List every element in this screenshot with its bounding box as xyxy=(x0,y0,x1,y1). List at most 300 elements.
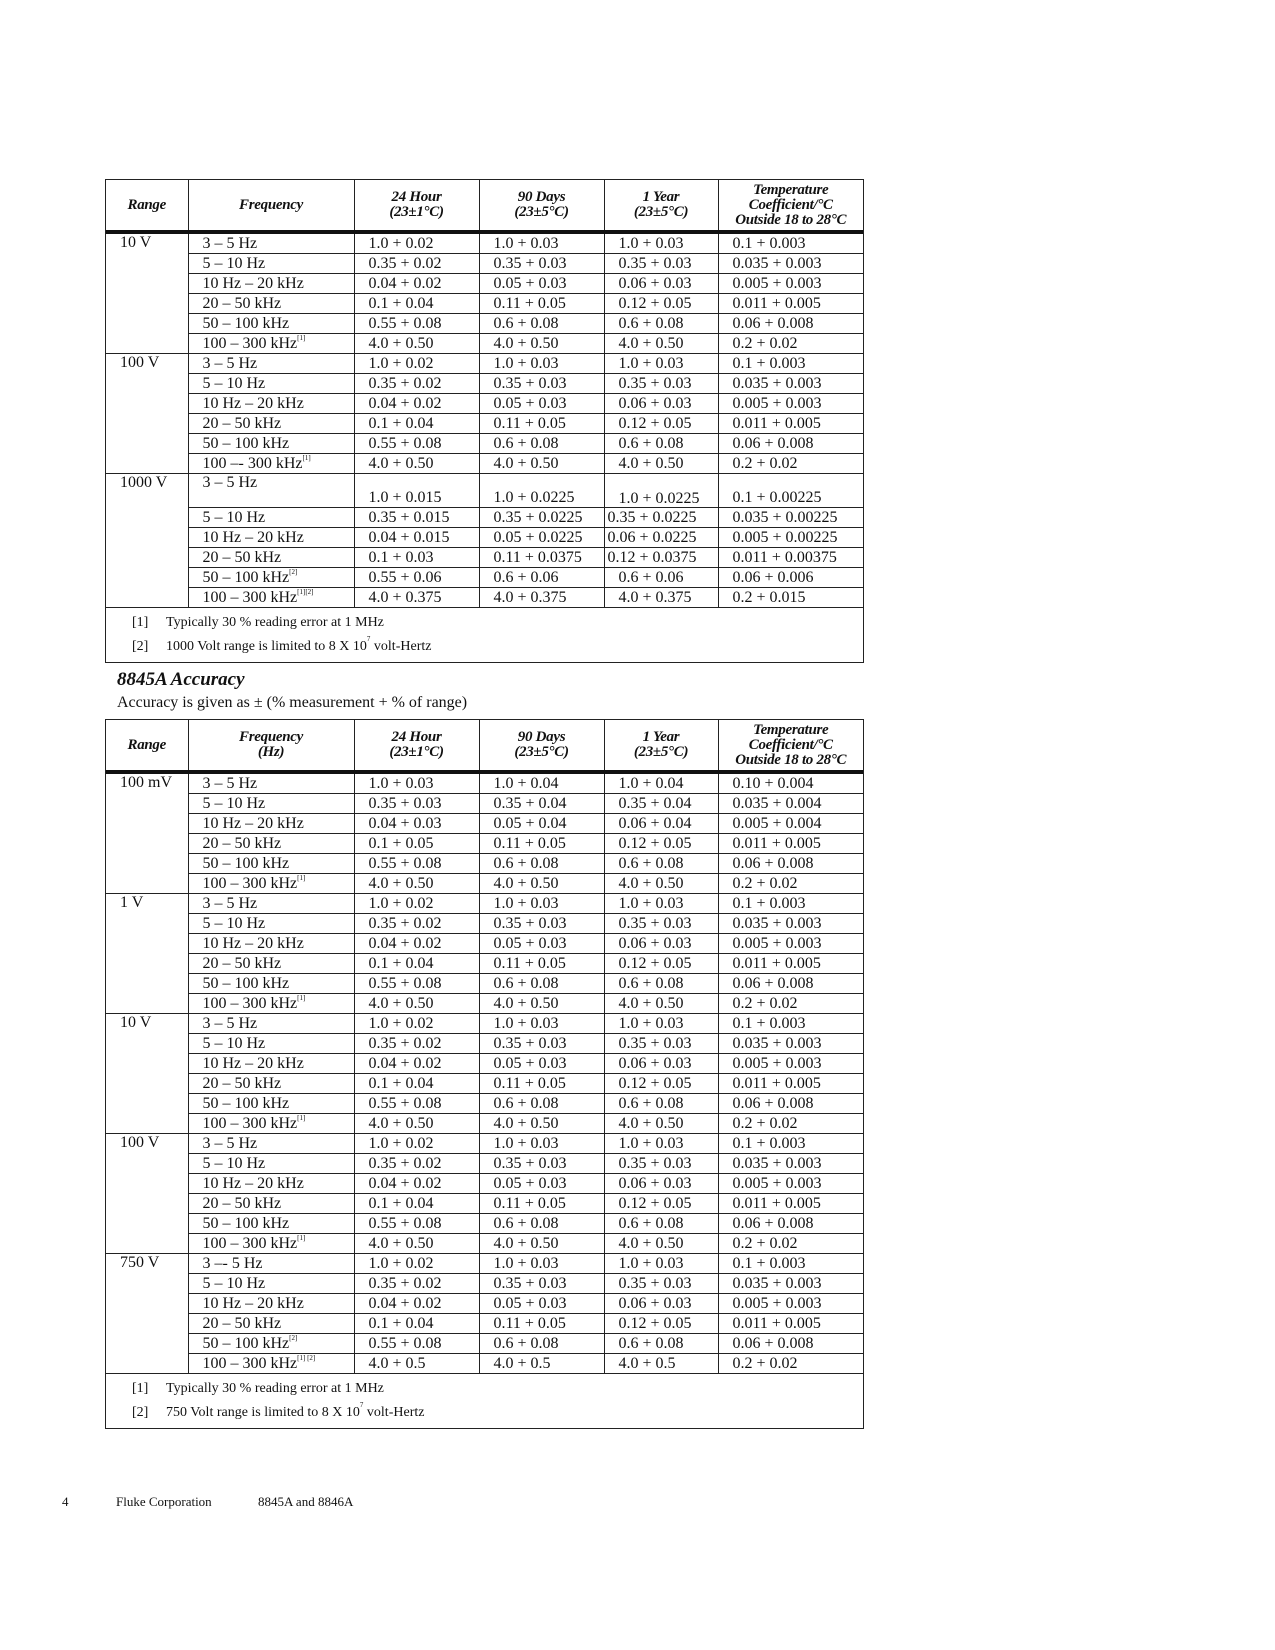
temp-coefficient-cell: 0.2 + 0.02 xyxy=(718,1114,863,1134)
header-text: (Hz) xyxy=(257,744,285,760)
header-1-year xyxy=(604,720,718,772)
frequency-text: 20 – 50 kHz xyxy=(202,1315,282,1332)
1-year-cell: 1.0 + 0.04 xyxy=(604,772,718,794)
frequency-text: 10 Hz – 20 kHz xyxy=(202,815,304,832)
24-hour-cell: 0.04 + 0.02 xyxy=(354,1174,479,1194)
table-row xyxy=(106,568,863,588)
90-days-cell: 0.05 + 0.03 xyxy=(479,1294,604,1314)
temp-coefficient-cell: 0.005 + 0.003 xyxy=(718,1054,863,1074)
temp-coefficient-cell: 0.1 + 0.003 xyxy=(718,1254,863,1274)
frequency-cell xyxy=(188,834,354,854)
temp-coefficient-cell: 0.035 + 0.003 xyxy=(718,914,863,934)
header-text: (23±5°C) xyxy=(514,204,569,220)
90-days-cell: 0.11 + 0.05 xyxy=(479,1314,604,1334)
temp-coefficient-cell: 0.035 + 0.003 xyxy=(718,254,863,274)
temp-coefficient-cell: 0.2 + 0.02 xyxy=(718,994,863,1014)
90-days-cell: 4.0 + 0.5 xyxy=(479,1354,604,1374)
temp-coefficient-cell: 0.035 + 0.00225 xyxy=(718,508,863,528)
table-row xyxy=(106,834,863,854)
24-hour-cell: 4.0 + 0.50 xyxy=(354,1234,479,1254)
1-year-cell: 0.12 + 0.0375 xyxy=(604,548,718,568)
frequency-text: 10 Hz – 20 kHz xyxy=(202,529,304,546)
table-row xyxy=(106,314,863,334)
frequency-text: 20 – 50 kHz xyxy=(202,955,282,972)
24-hour-cell: 0.55 + 0.06 xyxy=(354,568,479,588)
90-days-cell: 0.6 + 0.08 xyxy=(479,1094,604,1114)
temp-coefficient-cell: 0.1 + 0.003 xyxy=(718,1134,863,1154)
frequency-text: 3 – 5 Hz xyxy=(202,775,258,792)
table-row xyxy=(106,1094,863,1114)
frequency-cell xyxy=(188,1054,354,1074)
header-text: (23±1°C) xyxy=(389,204,444,220)
1-year-cell: 0.06 + 0.03 xyxy=(604,394,718,414)
frequency-text: 10 Hz – 20 kHz xyxy=(202,1295,304,1312)
table-row xyxy=(106,874,863,894)
90-days-cell: 0.6 + 0.08 xyxy=(479,434,604,454)
1-year-cell: 0.12 + 0.05 xyxy=(604,294,718,314)
frequency-text: 3 – 5 Hz xyxy=(202,235,258,252)
footnote-ref: [1] xyxy=(297,1114,306,1122)
temp-coefficient-cell: 0.1 + 0.003 xyxy=(718,354,863,374)
footnote-number: [1] xyxy=(132,1381,149,1396)
table-row xyxy=(106,508,863,528)
24-hour-cell: 0.35 + 0.02 xyxy=(354,1274,479,1294)
header-text: Coefficient/°C xyxy=(748,196,833,213)
24-hour-cell: 0.35 + 0.015 xyxy=(354,508,479,528)
table-row xyxy=(106,232,863,254)
temp-coefficient-cell: 0.1 + 0.003 xyxy=(718,894,863,914)
footnotes xyxy=(106,1373,863,1428)
1-year-cell: 1.0 + 0.03 xyxy=(604,894,718,914)
frequency-cell xyxy=(188,528,354,548)
header-text: 24 Hour xyxy=(391,729,442,745)
frequency-cell xyxy=(188,508,354,528)
table-row xyxy=(106,1054,863,1074)
24-hour-cell: 0.04 + 0.02 xyxy=(354,934,479,954)
table-row xyxy=(106,374,863,394)
table-row xyxy=(106,1234,863,1254)
90-days-cell: 0.05 + 0.0225 xyxy=(479,528,604,548)
table-row xyxy=(106,1174,863,1194)
table-row xyxy=(106,1134,863,1154)
90-days-cell: 0.6 + 0.08 xyxy=(479,314,604,334)
24-hour-cell: 1.0 + 0.02 xyxy=(354,1134,479,1154)
24-hour-cell: 4.0 + 0.50 xyxy=(354,874,479,894)
24-hour-cell: 0.04 + 0.02 xyxy=(354,1054,479,1074)
footnote-ref: [1] xyxy=(297,874,306,882)
frequency-cell xyxy=(188,1114,354,1134)
table-row xyxy=(106,274,863,294)
header-text: Frequency xyxy=(239,196,303,213)
24-hour-cell: 0.55 + 0.08 xyxy=(354,974,479,994)
frequency-cell xyxy=(188,1134,354,1154)
frequency-cell xyxy=(188,1254,354,1274)
1-year-cell: 0.6 + 0.08 xyxy=(604,434,718,454)
90-days-cell: 0.6 + 0.06 xyxy=(479,568,604,588)
temp-coefficient-cell: 0.2 + 0.015 xyxy=(718,588,863,608)
24-hour-cell: 0.04 + 0.015 xyxy=(354,528,479,548)
90-days-cell: 0.11 + 0.0375 xyxy=(479,548,604,568)
90-days-cell: 0.05 + 0.03 xyxy=(479,1174,604,1194)
temp-coefficient-cell: 0.011 + 0.005 xyxy=(718,1194,863,1214)
section-title: 8845A Accuracy xyxy=(117,669,245,690)
table-row xyxy=(106,934,863,954)
header-range xyxy=(106,180,188,232)
frequency-cell xyxy=(188,254,354,274)
footnote-ref: [1] xyxy=(297,994,306,1002)
frequency-cell xyxy=(188,374,354,394)
frequency-cell xyxy=(188,954,354,974)
90-days-cell: 0.05 + 0.03 xyxy=(479,274,604,294)
24-hour-cell: 1.0 + 0.02 xyxy=(354,232,479,254)
frequency-text: 50 – 100 kHz xyxy=(202,1095,290,1112)
table-row xyxy=(106,854,863,874)
frequency-cell xyxy=(188,1154,354,1174)
frequency-cell xyxy=(188,314,354,334)
90-days-cell: 0.05 + 0.04 xyxy=(479,814,604,834)
header-text: 1 Year xyxy=(642,189,680,205)
temp-coefficient-cell: 0.011 + 0.005 xyxy=(718,954,863,974)
1-year-cell: 0.35 + 0.03 xyxy=(604,374,718,394)
90-days-cell: 0.35 + 0.03 xyxy=(479,374,604,394)
temp-coefficient-cell: 0.035 + 0.003 xyxy=(718,374,863,394)
90-days-cell: 4.0 + 0.50 xyxy=(479,1234,604,1254)
table-row xyxy=(106,974,863,994)
temp-coefficient-cell: 0.1 + 0.003 xyxy=(718,1014,863,1034)
frequency-cell xyxy=(188,874,354,894)
frequency-cell xyxy=(188,814,354,834)
24-hour-cell: 0.04 + 0.02 xyxy=(354,394,479,414)
temp-coefficient-cell: 0.035 + 0.003 xyxy=(718,1274,863,1294)
footnote-text: 1000 Volt range is limited to 8 X 10 xyxy=(166,639,367,654)
temp-coefficient-cell: 0.2 + 0.02 xyxy=(718,874,863,894)
frequency-cell xyxy=(188,934,354,954)
footnote-ref: [1][2] xyxy=(297,588,314,596)
90-days-cell: 1.0 + 0.03 xyxy=(479,894,604,914)
frequency-text: 50 – 100 kHz xyxy=(202,435,290,452)
90-days-cell: 1.0 + 0.03 xyxy=(479,1254,604,1274)
1-year-cell: 0.12 + 0.05 xyxy=(604,834,718,854)
24-hour-cell: 0.35 + 0.02 xyxy=(354,914,479,934)
90-days-cell: 4.0 + 0.50 xyxy=(479,994,604,1014)
frequency-cell xyxy=(188,1334,354,1354)
90-days-cell: 0.11 + 0.05 xyxy=(479,954,604,974)
temp-coefficient-cell: 0.10 + 0.004 xyxy=(732,775,814,792)
frequency-text: 100 – 300 kHz xyxy=(202,1115,298,1132)
table-row xyxy=(106,1294,863,1314)
footnote-ref: [1] [2] xyxy=(297,1354,316,1362)
1-year-cell: 4.0 + 0.50 xyxy=(604,1234,718,1254)
1-year-cell: 0.6 + 0.08 xyxy=(604,1334,718,1354)
90-days-cell: 1.0 + 0.0225 xyxy=(479,474,604,508)
header-text: 90 Days xyxy=(517,729,566,745)
24-hour-cell: 0.35 + 0.02 xyxy=(354,1154,479,1174)
frequency-text: 20 – 50 kHz xyxy=(202,1075,282,1092)
frequency-text: 5 – 10 Hz xyxy=(202,509,266,526)
table-row xyxy=(106,1354,863,1374)
frequency-cell xyxy=(188,548,354,568)
24-hour-cell: 0.1 + 0.04 xyxy=(354,1074,479,1094)
table-row xyxy=(106,1334,863,1354)
frequency-text: 50 – 100 kHz xyxy=(202,569,290,586)
ac-voltage-accuracy-table-1 xyxy=(105,179,864,663)
section-subtitle: Accuracy is given as ± (% measurement + % of range) xyxy=(117,694,468,711)
header-24-hour xyxy=(354,720,479,772)
frequency-cell xyxy=(188,1194,354,1214)
footnote-number: [2] xyxy=(132,639,149,654)
frequency-text: 20 – 50 kHz xyxy=(202,549,282,566)
frequency-cell xyxy=(188,994,354,1014)
temp-coefficient-cell: 0.011 + 0.005 xyxy=(718,1074,863,1094)
ac-voltage-accuracy-table-2 xyxy=(105,719,864,1429)
header-text: Range xyxy=(127,736,166,753)
90-days-cell: 0.35 + 0.03 xyxy=(479,1034,604,1054)
table-row xyxy=(106,954,863,974)
table-row xyxy=(106,914,863,934)
frequency-cell xyxy=(188,474,354,508)
1-year-cell: 0.35 + 0.03 xyxy=(604,1274,718,1294)
24-hour-cell: 1.0 + 0.03 xyxy=(354,772,479,794)
temp-coefficient-cell: 0.005 + 0.003 xyxy=(718,934,863,954)
frequency-text: 100 – 300 kHz xyxy=(202,335,298,352)
90-days-cell: 0.35 + 0.03 xyxy=(479,914,604,934)
header-text: Temperature xyxy=(753,721,829,738)
90-days-cell: 0.11 + 0.05 xyxy=(479,834,604,854)
header-text: (23±5°C) xyxy=(633,744,689,760)
1-year-cell: 0.06 + 0.03 xyxy=(604,1054,718,1074)
header-text: 90 Days xyxy=(517,189,566,205)
temp-coefficient-cell: 0.005 + 0.004 xyxy=(718,814,863,834)
90-days-cell: 1.0 + 0.03 xyxy=(479,354,604,374)
90-days-cell: 1.0 + 0.03 xyxy=(479,1134,604,1154)
frequency-cell xyxy=(188,1174,354,1194)
1-year-cell: 0.6 + 0.08 xyxy=(604,1214,718,1234)
1-year-cell: 0.6 + 0.08 xyxy=(604,974,718,994)
temp-coefficient-cell: 0.005 + 0.003 xyxy=(718,1174,863,1194)
temp-coefficient-cell: 0.06 + 0.008 xyxy=(718,854,863,874)
90-days-cell: 0.05 + 0.03 xyxy=(479,394,604,414)
1-year-cell: 1.0 + 0.03 xyxy=(604,232,718,254)
1-year-cell: 4.0 + 0.50 xyxy=(604,874,718,894)
frequency-text: 50 – 100 kHz xyxy=(202,975,290,992)
temp-coefficient-cell: 0.06 + 0.008 xyxy=(718,1214,863,1234)
frequency-text: 5 – 10 Hz xyxy=(202,1155,266,1172)
24-hour-cell: 0.04 + 0.02 xyxy=(354,274,479,294)
temp-coefficient-cell: 0.1 + 0.00225 xyxy=(718,474,863,508)
90-days-cell: 4.0 + 0.50 xyxy=(479,334,604,354)
range-cell: 1 V xyxy=(106,894,188,1014)
24-hour-cell: 1.0 + 0.02 xyxy=(354,894,479,914)
24-hour-cell: 0.35 + 0.03 xyxy=(354,794,479,814)
24-hour-cell: 0.1 + 0.04 xyxy=(354,954,479,974)
frequency-cell xyxy=(188,1294,354,1314)
frequency-cell xyxy=(188,394,354,414)
temp-coefficient-cell: 0.011 + 0.005 xyxy=(718,1314,863,1334)
page-number: 4 xyxy=(62,1494,69,1509)
90-days-cell: 4.0 + 0.50 xyxy=(479,1114,604,1134)
frequency-text: 3 – 5 Hz xyxy=(202,474,258,491)
footnote-ref: [1] xyxy=(297,334,306,342)
90-days-cell: 1.0 + 0.03 xyxy=(479,1014,604,1034)
24-hour-cell: 0.55 + 0.08 xyxy=(354,1094,479,1114)
1-year-cell: 0.06 + 0.0225 xyxy=(604,528,718,548)
frequency-text: 50 – 100 kHz xyxy=(202,855,290,872)
range-cell: 10 V xyxy=(106,1014,188,1134)
90-days-cell: 0.11 + 0.05 xyxy=(479,1074,604,1094)
temp-coefficient-cell: 0.011 + 0.005 xyxy=(718,834,863,854)
header-row xyxy=(106,720,863,772)
temp-coefficient-cell: 0.035 + 0.004 xyxy=(718,794,863,814)
24-hour-cell: 1.0 + 0.02 xyxy=(354,1254,479,1274)
frequency-text: 100 – 300 kHz xyxy=(202,875,298,892)
frequency-cell xyxy=(188,1014,354,1034)
24-hour-cell: 4.0 + 0.5 xyxy=(354,1354,479,1374)
temp-coefficient-cell: 0.005 + 0.003 xyxy=(718,274,863,294)
24-hour-cell: 0.1 + 0.04 xyxy=(354,294,479,314)
frequency-cell xyxy=(188,1274,354,1294)
temp-coefficient-cell: 0.011 + 0.00375 xyxy=(718,548,863,568)
temp-coefficient-cell: 0.06 + 0.008 xyxy=(718,1334,863,1354)
footnote-text: Typically 30 % reading error at 1 MHz xyxy=(166,615,384,630)
footnote-text: 750 Volt range is limited to 8 X 10 xyxy=(166,1405,360,1420)
1-year-cell: 0.12 + 0.05 xyxy=(604,1194,718,1214)
temp-coefficient-cell: 0.06 + 0.008 xyxy=(718,434,863,454)
24-hour-cell: 4.0 + 0.375 xyxy=(354,588,479,608)
header-text: (23±5°C) xyxy=(514,744,569,760)
temp-coefficient-cell: 0.1 + 0.003 xyxy=(732,235,806,252)
header-text: (23±5°C) xyxy=(633,204,689,220)
1-year-cell: 0.35 + 0.0225 xyxy=(604,508,718,528)
footer-company: Fluke Corporation xyxy=(116,1494,212,1509)
footnotes xyxy=(106,607,863,662)
header-text: Frequency xyxy=(239,729,303,745)
table-row xyxy=(106,528,863,548)
1-year-cell: 0.6 + 0.08 xyxy=(604,1094,718,1114)
frequency-cell xyxy=(188,1034,354,1054)
table-row xyxy=(106,454,863,474)
temp-coefficient-cell: 0.2 + 0.02 xyxy=(718,1234,863,1254)
frequency-cell xyxy=(188,894,354,914)
footnote-ref: [1] xyxy=(297,1234,306,1242)
1-year-cell: 1.0 + 0.03 xyxy=(604,1014,718,1034)
24-hour-cell: 4.0 + 0.50 xyxy=(354,334,479,354)
frequency-cell xyxy=(188,1074,354,1094)
footnote xyxy=(132,636,863,660)
range-cell: 100 mV xyxy=(106,772,188,894)
footnote-number: [2] xyxy=(132,1405,149,1420)
table-row xyxy=(106,1014,863,1034)
90-days-cell: 0.11 + 0.05 xyxy=(479,294,604,314)
24-hour-cell: 1.0 + 0.015 xyxy=(354,474,479,508)
frequency-text: 10 Hz – 20 kHz xyxy=(202,395,304,412)
table-row xyxy=(106,1154,863,1174)
24-hour-cell: 0.35 + 0.02 xyxy=(354,1034,479,1054)
frequency-text: 20 – 50 kHz xyxy=(202,1195,282,1212)
temp-coefficient-cell: 0.06 + 0.006 xyxy=(718,568,863,588)
90-days-cell: 0.6 + 0.08 xyxy=(479,1334,604,1354)
table-row xyxy=(106,294,863,314)
table-row xyxy=(106,254,863,274)
temp-coefficient-cell: 0.06 + 0.008 xyxy=(718,974,863,994)
footnote xyxy=(132,1402,863,1426)
range-cell: 100 V xyxy=(106,354,188,474)
temp-coefficient-cell: 0.005 + 0.00225 xyxy=(718,528,863,548)
header-text: 24 Hour xyxy=(391,189,442,205)
temp-coefficient-cell: 0.011 + 0.005 xyxy=(718,414,863,434)
table-row xyxy=(106,772,863,794)
frequency-text: 20 – 50 kHz xyxy=(202,415,282,432)
24-hour-cell: 0.1 + 0.04 xyxy=(354,414,479,434)
table-row xyxy=(106,794,863,814)
1-year-cell: 1.0 + 0.03 xyxy=(604,354,718,374)
1-year-cell: 4.0 + 0.50 xyxy=(604,454,718,474)
footnote-text: Typically 30 % reading error at 1 MHz xyxy=(166,1381,384,1396)
header-90-days xyxy=(479,720,604,772)
frequency-cell xyxy=(188,434,354,454)
footnote xyxy=(132,612,863,636)
table-row xyxy=(106,354,863,374)
90-days-cell: 0.6 + 0.08 xyxy=(479,1214,604,1234)
frequency-cell xyxy=(188,294,354,314)
footer-product: 8845A and 8846A xyxy=(258,1494,354,1509)
24-hour-cell: 0.55 + 0.08 xyxy=(354,1214,479,1234)
1-year-cell: 1.0 + 0.03 xyxy=(604,1134,718,1154)
header-1-year xyxy=(604,180,718,232)
1-year-cell: 0.6 + 0.06 xyxy=(604,568,718,588)
1-year-cell: 4.0 + 0.5 xyxy=(604,1354,718,1374)
footnote-ref: [1] xyxy=(302,454,311,462)
table-row xyxy=(106,1074,863,1094)
temp-coefficient-cell: 0.2 + 0.02 xyxy=(718,1354,863,1374)
frequency-text: 3 – 5 Hz xyxy=(202,1135,258,1152)
header-text: (23±1°C) xyxy=(389,744,444,760)
frequency-text: 100 – 300 kHz xyxy=(202,995,298,1012)
header-temp-coefficient xyxy=(718,720,863,772)
24-hour-cell: 0.35 + 0.02 xyxy=(354,374,479,394)
frequency-cell xyxy=(188,568,354,588)
24-hour-cell: 4.0 + 0.50 xyxy=(354,454,479,474)
frequency-cell xyxy=(188,334,354,354)
1-year-cell: 4.0 + 0.50 xyxy=(604,994,718,1014)
24-hour-cell: 1.0 + 0.02 xyxy=(354,354,479,374)
frequency-text: 10 Hz – 20 kHz xyxy=(202,935,304,952)
temp-coefficient-cell: 0.005 + 0.003 xyxy=(718,1294,863,1314)
1-year-cell: 0.12 + 0.05 xyxy=(604,1074,718,1094)
1-year-cell: 0.06 + 0.03 xyxy=(604,934,718,954)
table-row xyxy=(106,1314,863,1334)
24-hour-cell: 0.1 + 0.04 xyxy=(354,1194,479,1214)
frequency-text: 20 – 50 kHz xyxy=(202,295,282,312)
header-row xyxy=(106,180,863,232)
90-days-cell: 1.0 + 0.04 xyxy=(479,772,604,794)
frequency-text: 50 – 100 kHz xyxy=(202,315,290,332)
1-year-cell: 4.0 + 0.50 xyxy=(604,1114,718,1134)
1-year-cell: 0.35 + 0.03 xyxy=(604,254,718,274)
range-cell: 1000 V xyxy=(106,474,188,608)
range-cell: 10 V xyxy=(106,232,188,354)
90-days-cell: 1.0 + 0.03 xyxy=(479,232,604,254)
footnote-tail: volt-Hertz xyxy=(370,639,432,654)
frequency-cell xyxy=(188,414,354,434)
table-row xyxy=(106,1254,863,1274)
24-hour-cell: 0.55 + 0.08 xyxy=(354,1334,479,1354)
90-days-cell: 0.35 + 0.0225 xyxy=(479,508,604,528)
temp-coefficient-cell: 0.011 + 0.005 xyxy=(718,294,863,314)
frequency-text: 10 Hz – 20 kHz xyxy=(202,1175,304,1192)
frequency-text: 10 Hz – 20 kHz xyxy=(202,1055,304,1072)
frequency-text: 5 – 10 Hz xyxy=(202,1275,266,1292)
frequency-cell xyxy=(188,772,354,794)
